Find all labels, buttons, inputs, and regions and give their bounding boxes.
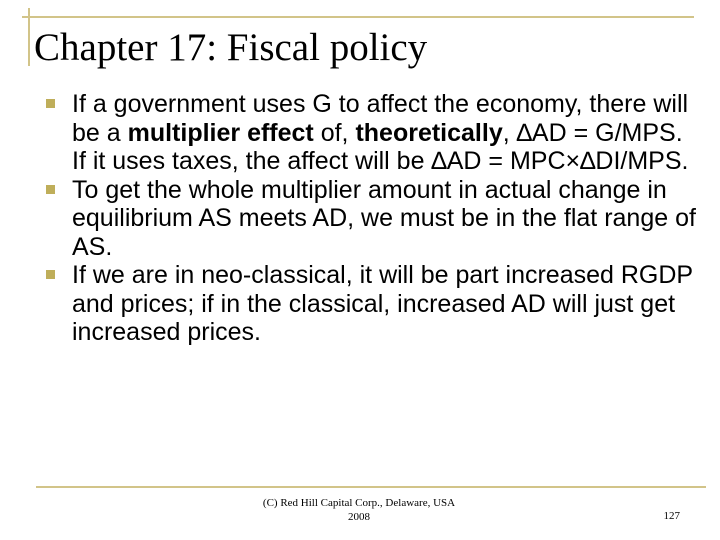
square-bullet-icon — [46, 99, 55, 108]
bullet-item — [46, 90, 696, 176]
bullet-item — [46, 261, 696, 347]
bullet-bold-term: theoretically — [355, 118, 503, 147]
title-top-rule — [22, 16, 694, 18]
bullet-item — [46, 176, 696, 262]
footer-year: 2008 — [348, 511, 370, 523]
slide-title: Chapter 17: Fiscal policy — [34, 26, 428, 69]
square-bullet-icon — [46, 185, 55, 194]
bullet-text: To get the whole multiplier amount in actual change in equilibrium AS meets AD, we must be in the flat range of AS. — [72, 175, 696, 261]
bullet-text-segment: of, — [313, 118, 356, 147]
page-number: 127 — [663, 510, 680, 522]
bullet-text-segment: , ∆AD = G/MPS. If it uses taxes, the affect will be ∆AD = MPC×∆DI/MPS. — [72, 118, 689, 175]
footer-copyright — [246, 496, 472, 524]
footer-rule — [36, 486, 706, 488]
title-side-rule — [28, 8, 30, 66]
square-bullet-icon — [46, 270, 55, 279]
bullet-bold-term: multiplier effect — [127, 118, 314, 147]
bullet-list — [46, 90, 696, 347]
footer-copyright-line: (C) Red Hill Capital Corp., Delaware, USA — [262, 497, 456, 509]
bullet-text: If we are in neo-classical, it will be part increased RGDP and prices; if in the classical, increased AD will just get increased prices. — [72, 261, 693, 346]
bullet-text-segment: If a government uses G to affect the economy, there will be a — [72, 90, 689, 147]
bullet-text — [72, 90, 688, 175]
